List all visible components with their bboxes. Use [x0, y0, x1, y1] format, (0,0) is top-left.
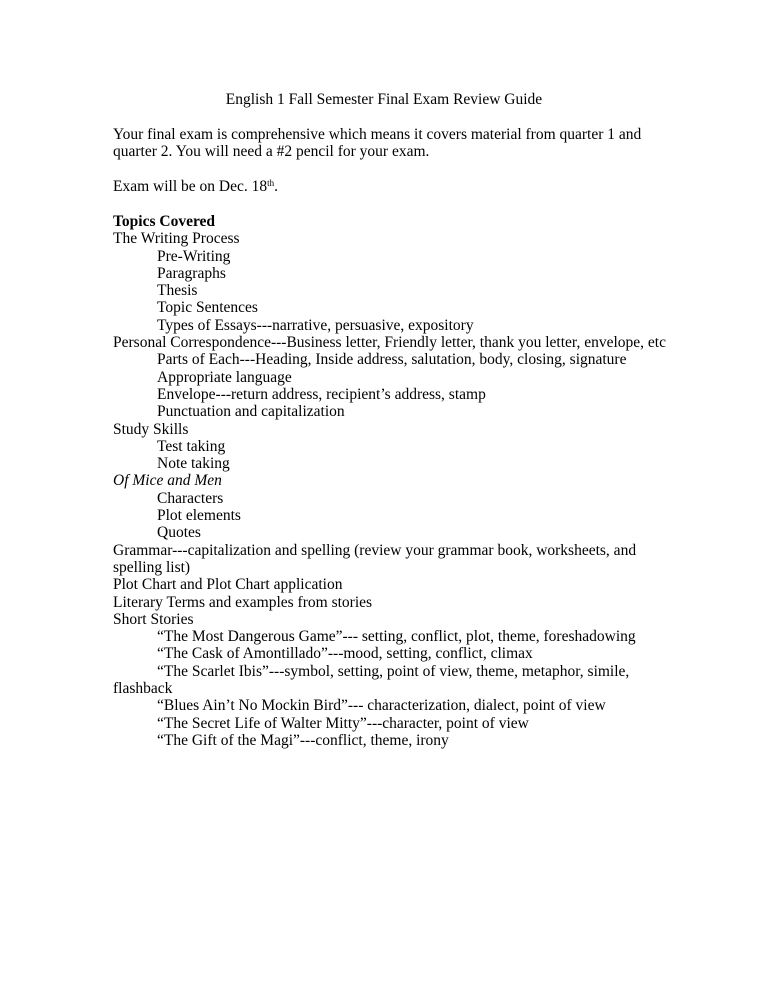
document-title: English 1 Fall Semester Final Exam Review Guide	[225, 91, 543, 108]
list-item: Note taking	[157, 455, 230, 473]
list-item: Paragraphs	[157, 264, 226, 282]
list-item: Parts of Each---Heading, Inside address, salutation, body, closing, signature	[157, 351, 627, 369]
section-short-stories: Short Stories	[113, 610, 194, 628]
intro-paragraph	[113, 126, 713, 161]
section-study-skills: Study Skills	[113, 420, 189, 438]
topics-list	[113, 213, 733, 749]
list-item: “The Secret Life of Walter Mitty”---character, point of view	[157, 714, 529, 732]
list-item: Thesis	[157, 282, 198, 300]
section-grammar-line-1: Grammar---capitalization and spelling (review your grammar book, worksheets, and	[113, 541, 637, 559]
list-item: Test taking	[157, 437, 226, 455]
list-item: “The Gift of the Magi”---conflict, theme, irony	[157, 731, 449, 749]
intro-line-2: quarter 2. You will need a #2 pencil for your exam.	[113, 143, 430, 161]
list-item: Types of Essays---narrative, persuasive, expository	[157, 316, 474, 334]
list-item: Punctuation and capitalization	[157, 403, 345, 421]
exam-date-ordinal: th	[267, 178, 275, 188]
list-item-wrap: flashback	[113, 680, 173, 698]
list-item: Plot elements	[157, 507, 241, 525]
section-literary-terms: Literary Terms and examples from stories	[113, 593, 373, 611]
list-item: Topic Sentences	[157, 299, 258, 317]
list-item: Envelope---return address, recipient’s address, stamp	[157, 385, 486, 403]
list-item: “Blues Ain’t No Mockin Bird”--- characterization, dialect, point of view	[157, 697, 606, 715]
list-item: “The Cask of Amontillado”---mood, setting, conflict, climax	[157, 645, 533, 663]
list-item: Pre-Writing	[157, 247, 231, 265]
list-item: “The Scarlet Ibis”---symbol, setting, point of view, theme, metaphor, simile,	[157, 662, 630, 680]
list-item: “The Most Dangerous Game”--- setting, conflict, plot, theme, foreshadowing	[157, 628, 636, 646]
list-item: Characters	[157, 489, 224, 507]
list-item: Appropriate language	[157, 368, 292, 386]
exam-date-period: .	[274, 178, 278, 195]
section-plot-chart: Plot Chart and Plot Chart application	[113, 576, 343, 594]
topics-heading: Topics Covered	[113, 213, 216, 230]
section-of-mice-and-men: Of Mice and Men	[113, 472, 222, 490]
exam-date-text: Exam will be on Dec. 18	[113, 178, 268, 195]
section-personal-correspondence: Personal Correspondence---Business letter, Friendly letter, thank you letter, envelope, etc	[113, 334, 666, 352]
section-grammar-line-2: spelling list)	[113, 558, 191, 576]
intro-line-1: Your final exam is comprehensive which means it covers material from quarter 1 and	[113, 126, 642, 143]
exam-date	[113, 178, 278, 195]
list-item: Quotes	[157, 524, 201, 542]
section-writing-process: The Writing Process	[113, 230, 240, 248]
